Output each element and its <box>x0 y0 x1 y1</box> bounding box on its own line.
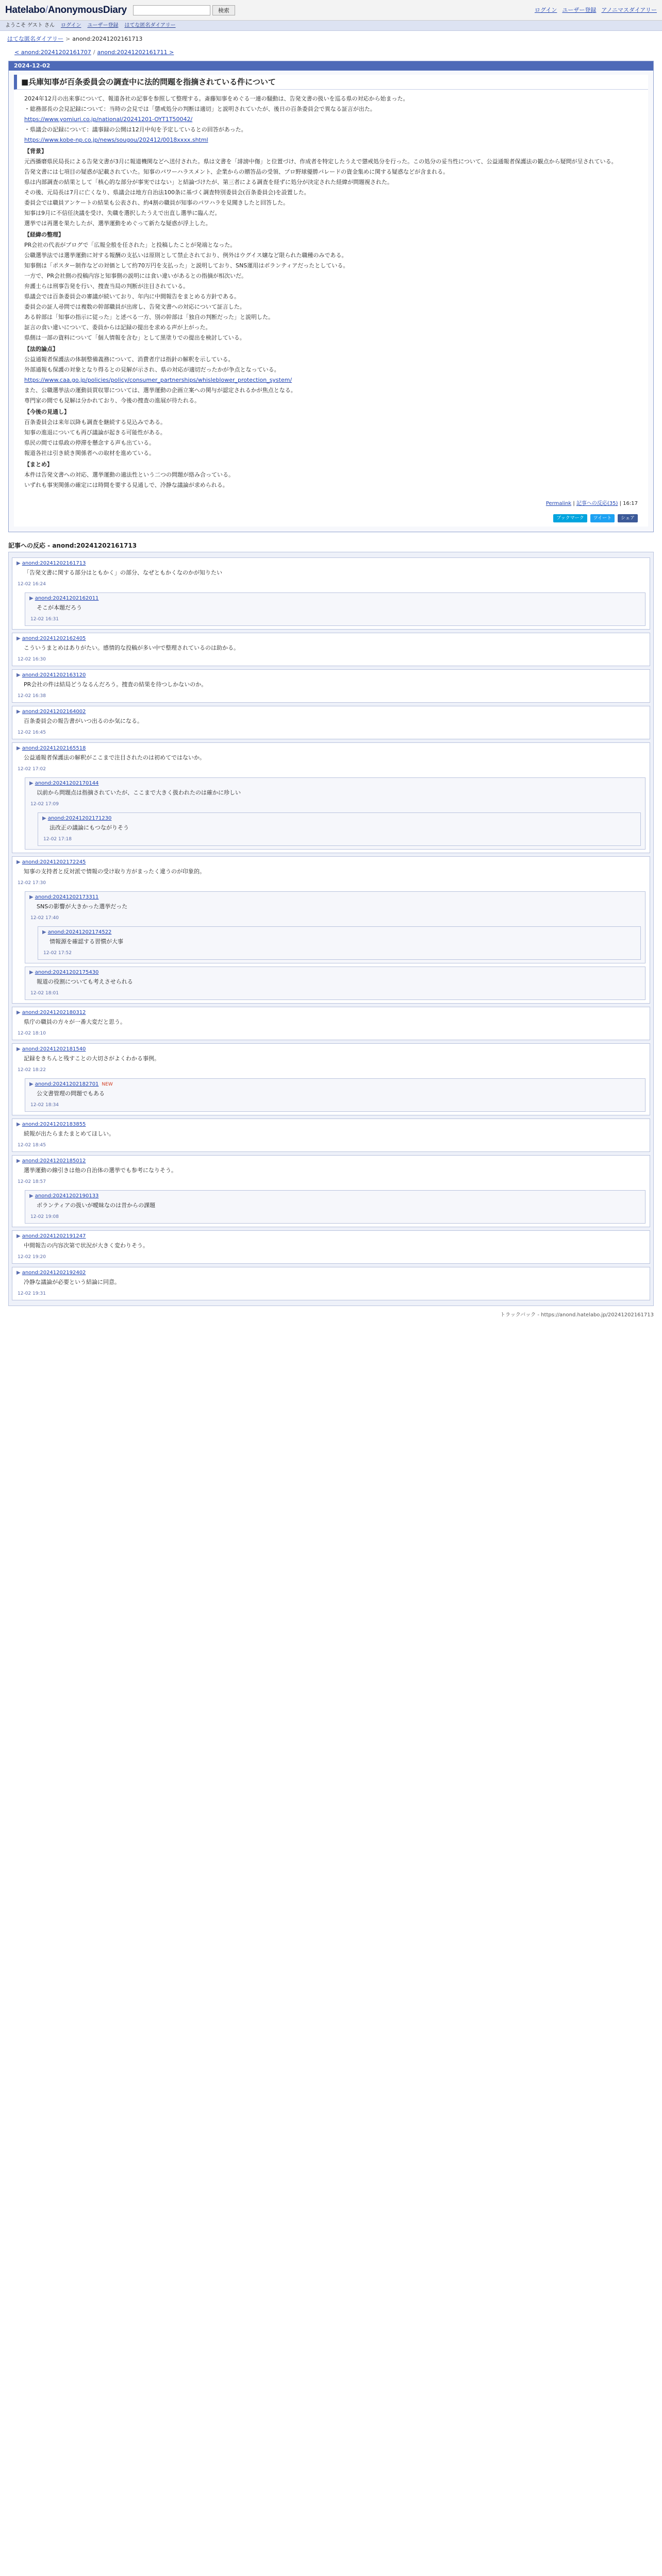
entry-paragraph: いずれも事実関係の確定には時間を要する見通しで、冷静な議論が求められる。 <box>24 482 228 488</box>
entry-paragraph: ある幹部は「知事の指示に従った」と述べる一方、別の幹部は「独自の判断だった」と説明した。 <box>24 314 274 320</box>
reply-item <box>12 1043 650 1115</box>
permalink[interactable]: Permalink <box>545 501 572 506</box>
reply-timestamp: 12-02 17:30 <box>18 880 46 886</box>
reply-header <box>25 778 645 788</box>
reply-timestamp: 12-02 16:45 <box>18 730 46 735</box>
reply-arrow-icon: ▶ <box>29 970 34 975</box>
entry-link[interactable]: https://www.yomiuri.co.jp/national/20241201-OYT1T50042/ <box>24 116 193 123</box>
reply-id-link[interactable]: anond:20241202183855 <box>22 1122 86 1127</box>
entry-paragraph: 告発文書には七項目の疑惑が記載されていた。知事のパワーハラスメント、企業からの贈答品の受領、プロ野球優勝パレードの資金集めに関する疑惑などが含まれる。 <box>24 168 449 175</box>
reply-id-link[interactable]: anond:20241202161713 <box>22 561 86 566</box>
nav-login[interactable]: ログイン <box>534 6 557 13</box>
reply-id-link[interactable]: anond:20241202191247 <box>22 1233 86 1239</box>
trackback-footer: トラックバック - https://anond.hatelabo.jp/20241202161713 <box>500 1312 654 1318</box>
reply-header <box>12 1156 650 1165</box>
reply-id-link[interactable]: anond:20241202172245 <box>22 859 86 865</box>
reply-text: 百条委員会の報告書がいつ出るのか気になる。 <box>24 718 143 724</box>
reply-arrow-icon: ▶ <box>29 781 34 786</box>
reply-text: 中間報告の内容次第で状況が大きく変わりそう。 <box>24 1242 148 1249</box>
entry-paragraph: 県議会では百条委員会の審議が続いており、年内に中間報告をまとめる方針である。 <box>24 293 240 300</box>
reply-item <box>12 856 650 1004</box>
reply-id-link[interactable]: anond:20241202192402 <box>22 1270 86 1276</box>
reply-text: 公文書管理の問題でもある <box>37 1090 105 1097</box>
entry-footer: Permalink | 記事への反応(35) | 16:17 <box>14 495 648 511</box>
section-heading: 【経緯の整理】 <box>24 231 64 238</box>
reply-header <box>12 633 650 643</box>
reply-item <box>38 926 641 960</box>
reply-text: 知事の支持者と反対派で情報の受け取り方がまったく違うのが印象的。 <box>24 868 205 875</box>
reply-timestamp: 12-02 17:18 <box>43 837 72 842</box>
reply-id-link[interactable]: anond:20241202173311 <box>35 894 99 900</box>
reply-text: 報道の役割についても考えさせられる <box>37 978 133 985</box>
nav-anond[interactable]: アノニマスダイアリー <box>601 6 657 13</box>
reply-id-link[interactable]: anond:20241202175430 <box>35 970 99 975</box>
reply-arrow-icon: ▶ <box>29 894 34 900</box>
reply-item <box>12 1118 650 1152</box>
reply-item <box>25 967 646 1000</box>
reply-item <box>25 891 646 963</box>
entry-paragraph: 県は内部調査の結果として「核心的な部分が事実ではない」と結論づけたが、第三者による調査を経ずに処分が決定された経緯が問題視された。 <box>24 179 393 185</box>
reply-timestamp: 12-02 16:24 <box>18 582 46 587</box>
reply-item <box>12 706 650 739</box>
entry-paragraph: 委員会では職員アンケートの結果も公表され、約4割の職員が知事のパワハラを見聞きしたと回答した。 <box>24 199 289 206</box>
entry-paragraph: 知事側は「ポスター制作などの対価として約70万円を支払った」と説明しており、SNS運用はボランティアだったとしている。 <box>24 262 349 269</box>
reply-header <box>12 670 650 680</box>
search-input[interactable] <box>133 5 210 15</box>
reply-arrow-icon: ▶ <box>16 1010 21 1015</box>
entry-paragraph: 委員会の証人尋問では複数の幹部職員が出席し、告発文書への対応について証言した。 <box>24 303 245 310</box>
reply-id-link[interactable]: anond:20241202181540 <box>22 1046 86 1052</box>
reply-text: 続報が出たらまたまとめてほしい。 <box>24 1130 114 1137</box>
breadcrumb <box>0 31 662 43</box>
reply-item <box>12 1230 650 1264</box>
prev-entry-link[interactable]: < anond:20241202161707 <box>14 49 91 56</box>
reply-arrow-icon: ▶ <box>16 859 21 865</box>
reply-timestamp: 12-02 18:57 <box>18 1179 46 1184</box>
breadcrumb-current: anond:20241202161713 <box>72 36 143 42</box>
reply-arrow-icon: ▶ <box>42 929 46 935</box>
bookmark-button[interactable]: ブックマーク <box>553 514 587 522</box>
reply-arrow-icon: ▶ <box>16 709 21 715</box>
subnav-anond[interactable]: はてな匿名ダイアリー <box>124 22 176 28</box>
reply-item <box>25 1190 646 1224</box>
entry-navigation <box>0 43 662 57</box>
entry-paragraph: 百条委員会は来年以降も調査を継続する見込みである。 <box>24 419 166 426</box>
reply-header <box>12 1119 650 1129</box>
logo-slash: / <box>45 4 48 15</box>
reply-timestamp: 12-02 16:30 <box>18 657 46 662</box>
reply-text: 記録をきちんと残すことの大切さがよくわかる事例。 <box>24 1055 160 1062</box>
global-header <box>0 0 662 21</box>
entry-paragraph: 公益通報者保護法の体制整備義務について、消費者庁は指針の解釈を示している。 <box>24 356 234 363</box>
reply-timestamp: 12-02 18:34 <box>30 1103 59 1108</box>
entry-paragraph: 公職選挙法では選挙運動に対する報酬の支払いは原則として禁止されており、例外はウグイス嬢など限られた職種のみである。 <box>24 252 347 259</box>
reply-id-link[interactable]: anond:20241202180312 <box>22 1010 86 1015</box>
reply-header <box>12 558 650 568</box>
section-heading: 【今後の見通し】 <box>24 409 70 415</box>
entry-paragraph: PR会社の代表がブログで「広報全般を任された」と投稿したことが発端となった。 <box>24 242 236 248</box>
reply-header <box>12 1007 650 1017</box>
section-heading: 【背景】 <box>24 148 47 155</box>
global-nav <box>535 6 657 14</box>
reply-timestamp: 12-02 19:08 <box>30 1214 59 1219</box>
entry-paragraph: 県側は一部の資料について「個人情報を含む」として黒塗りでの提出を検討している。 <box>24 334 245 341</box>
reply-timestamp: 12-02 18:10 <box>18 1031 46 1036</box>
reply-id-link[interactable]: anond:20241202162405 <box>22 636 86 641</box>
entry-body <box>14 90 648 495</box>
reply-header <box>38 813 640 823</box>
tweet-button[interactable]: ツイート <box>590 514 615 522</box>
reply-header <box>12 706 650 716</box>
entry-paragraph: ・県議会の記録について：議事録の公開は12月中旬を予定しているとの回答があった。 <box>24 126 247 133</box>
trackback-title: 記事への反応 - anond:20241202161713 <box>8 542 137 549</box>
logo-main: Hatelabo <box>5 4 45 15</box>
entry-paragraph: 知事の進退についても再び議論が起きる可能性がある。 <box>24 429 166 436</box>
reply-timestamp: 12-02 16:38 <box>18 693 46 699</box>
entry-paragraph: また、公職選挙法の運動員買収罪については、選挙運動の企画立案への関与が認定されるかが焦点となる。 <box>24 387 296 394</box>
reply-item <box>25 777 646 850</box>
entry-time: 16:17 <box>623 501 638 506</box>
reply-text: 以前から問題点は指摘されていたが、ここまで大きく扱われたのは確かに珍しい <box>37 789 241 796</box>
subnav-login[interactable]: ログイン <box>60 22 81 28</box>
entry-paragraph: 選挙では再選を果たしたが、選挙運動をめぐって新たな疑惑が浮上した。 <box>24 220 211 227</box>
reply-item <box>25 1078 646 1112</box>
section-heading: 【まとめ】 <box>24 461 53 468</box>
site-logo[interactable] <box>5 6 127 14</box>
reply-item <box>38 812 641 846</box>
sub-nav <box>0 21 662 31</box>
reply-id-link[interactable]: anond:20241202162011 <box>35 596 99 601</box>
reply-header <box>12 1231 650 1241</box>
reply-id-link[interactable]: anond:20241202164002 <box>22 709 86 715</box>
reply-item <box>12 557 650 630</box>
reply-arrow-icon: ▶ <box>16 1233 21 1239</box>
reply-text: 情報源を確認する習慣が大事 <box>49 938 123 945</box>
trackback-list <box>8 552 654 1306</box>
reply-id-link[interactable]: anond:20241202165518 <box>22 745 86 751</box>
reply-header <box>12 857 650 867</box>
entry-date: 2024-12-02 <box>9 61 653 71</box>
reply-header <box>25 967 645 977</box>
reply-text: 冷静な議論が必要という結論に同意。 <box>24 1279 120 1285</box>
entry-paragraph: 証言の食い違いについて、委員からは記録の提出を求める声が上がった。 <box>24 324 211 331</box>
facebook-share-button[interactable]: シェア <box>618 514 638 522</box>
entry-nav-separator: / <box>93 49 95 56</box>
entry-paragraph: 元西播磨県民局長による告発文書が3月に報道機関などへ送付された。県は文書を「誹謗中傷」と位置づけ、作成者を特定したうえで懲戒処分を行った。この処分の妥当性について、公益通報者保護法の観点から疑問が呈されている。 <box>24 158 617 165</box>
reply-text: ボランティアの扱いが曖昧なのは昔からの課題 <box>37 1202 156 1209</box>
reply-id-link[interactable]: anond:20241202170144 <box>35 781 99 786</box>
reply-header <box>12 1267 650 1277</box>
next-entry-link[interactable]: anond:20241202161711 > <box>97 49 174 56</box>
reply-item <box>12 1155 650 1227</box>
reply-timestamp: 12-02 18:45 <box>18 1143 46 1148</box>
entry-box <box>8 61 654 532</box>
reply-timestamp: 12-02 19:20 <box>18 1255 46 1260</box>
entry-link[interactable]: https://www.kobe-np.co.jp/news/sougou/202412/0018xxxx.shtml <box>24 137 208 143</box>
reply-arrow-icon: ▶ <box>16 1122 21 1127</box>
reply-header <box>25 1191 645 1200</box>
reply-text: 県庁の職員の方々が一番大変だと思う。 <box>24 1019 126 1025</box>
reply-id-link[interactable]: anond:20241202182701 <box>35 1081 99 1087</box>
reactions-link[interactable]: 記事への反応(35) <box>576 501 618 506</box>
reply-text: こういうまとめはありがたい。感情的な投稿が多い中で整理されているのは助かる。 <box>24 645 239 651</box>
reply-header <box>12 743 650 753</box>
reply-arrow-icon: ▶ <box>16 1270 21 1276</box>
reply-arrow-icon: ▶ <box>29 596 34 601</box>
reply-timestamp: 12-02 19:31 <box>18 1291 46 1296</box>
entry-paragraph: 外部通報も保護の対象となり得るとの見解が示され、県の対応が適切だったかが争点となっている。 <box>24 366 280 373</box>
logo-sub: AnonymousDiary <box>47 4 127 15</box>
reply-text: SNSの影響が大きかった選挙だった <box>37 903 128 910</box>
reply-text: 公益通報者保護法の解釈がここまで注目されたのは初めてではないか。 <box>24 754 205 761</box>
reply-timestamp: 12-02 18:22 <box>18 1067 46 1073</box>
share-buttons <box>14 511 648 527</box>
welcome-text: ようこそ ゲスト さん <box>5 22 55 28</box>
reply-timestamp: 12-02 18:01 <box>30 991 59 996</box>
entry-sections <box>24 147 638 489</box>
section-heading: 【法的論点】 <box>24 346 58 352</box>
entry-paragraph: 県民の間では県政の停滞を懸念する声も出ている。 <box>24 439 155 446</box>
reply-text: 法改正の議論にもつながりそう <box>49 824 129 831</box>
subnav-register[interactable]: ユーザー登録 <box>87 22 119 28</box>
reply-arrow-icon: ▶ <box>16 745 21 751</box>
reply-arrow-icon: ▶ <box>16 672 21 678</box>
reply-arrow-icon: ▶ <box>42 816 46 821</box>
reply-timestamp: 12-02 17:09 <box>30 802 59 807</box>
entry-paragraph: 報道各社は引き続き関係者への取材を進めている。 <box>24 450 155 456</box>
reply-text: 選挙運動の線引きは他の自治体の選挙でも参考になりそう。 <box>24 1167 177 1174</box>
reply-timestamp: 12-02 16:31 <box>30 617 59 622</box>
reply-item <box>12 742 650 853</box>
reply-item <box>12 633 650 666</box>
reply-header <box>25 892 645 902</box>
entry-paragraph: 弁護士らは刑事告発を行い、捜査当局の判断が注目されている。 <box>24 283 189 290</box>
reply-arrow-icon: ▶ <box>29 1193 34 1199</box>
reply-id-link[interactable]: anond:20241202185012 <box>22 1158 86 1164</box>
reply-arrow-icon: ▶ <box>16 561 21 566</box>
reply-item <box>12 1007 650 1040</box>
reply-text: そこが本題だろう <box>37 604 82 611</box>
reply-header <box>25 1079 645 1089</box>
entry-paragraph: 一方で、PR会社側の投稿内容と知事側の説明には食い違いがあるとの指摘が相次いだ。 <box>24 273 247 279</box>
reply-id-link[interactable]: anond:20241202190133 <box>35 1193 99 1199</box>
reply-id-link[interactable]: anond:20241202171230 <box>47 816 112 821</box>
new-badge: NEW <box>102 1082 113 1087</box>
entry-paragraph: ・総務部長の会見記録について：当時の会見では「懲戒処分の判断は適切」と説明されていたが、後日の百条委員会で異なる証言が出た。 <box>24 106 376 112</box>
nav-register[interactable]: ユーザー登録 <box>562 6 597 13</box>
reply-header <box>12 1044 650 1054</box>
reply-timestamp: 12-02 17:52 <box>43 951 72 956</box>
reply-item <box>12 669 650 703</box>
entry-paragraph: 専門家の間でも見解は分かれており、今後の捜査の進展が待たれる。 <box>24 397 200 404</box>
reply-arrow-icon: ▶ <box>16 636 21 641</box>
entry-link[interactable]: https://www.caa.go.jp/policies/policy/consumer_partnerships/whisleblower_protection_system/ <box>24 377 292 383</box>
reply-text: PR会社の件は結局どうなるんだろう。捜査の結果を待つしかないのか。 <box>24 681 207 688</box>
reply-header <box>25 593 645 603</box>
reply-id-link[interactable]: anond:20241202163120 <box>22 672 86 678</box>
breadcrumb-home[interactable]: はてな匿名ダイアリー <box>7 36 64 42</box>
reply-id-link[interactable]: anond:20241202174522 <box>47 929 112 935</box>
reply-arrow-icon: ▶ <box>16 1046 21 1052</box>
entry-paragraph: その後、元局長は7月に亡くなり、県議会は地方自治法100条に基づく調査特別委員会(百条委員会)を設置した。 <box>24 189 310 196</box>
reply-item <box>25 592 646 626</box>
entry-title[interactable]: ■兵庫知事が百条委員会の調査中に法的問題を指摘されている件について <box>14 75 648 90</box>
reply-text: 「告発文書に関する部分はともかく」の部分、なぜともかくなのかが知りたい <box>24 569 222 576</box>
entry-paragraph: 知事は9月に不信任決議を受け、失職を選択したうえで出直し選挙に臨んだ。 <box>24 210 221 216</box>
reply-header <box>38 927 640 937</box>
search-button[interactable]: 検索 <box>212 5 235 15</box>
reply-arrow-icon: ▶ <box>29 1081 34 1087</box>
reply-timestamp: 12-02 17:40 <box>30 916 59 921</box>
reply-timestamp: 12-02 17:02 <box>18 767 46 772</box>
reply-arrow-icon: ▶ <box>16 1158 21 1164</box>
breadcrumb-separator: > <box>65 36 71 42</box>
entry-paragraph: 2024年12月の出来事について、報道各社の記事を参照して整理する。斎藤知事をめぐる一連の騒動は、告発文書の扱いを巡る県の対応から始まった。 <box>24 95 409 102</box>
reply-item <box>12 1267 650 1300</box>
entry-paragraph: 本件は告発文書への対応、選挙運動の適法性という二つの問題が絡み合っている。 <box>24 471 234 478</box>
